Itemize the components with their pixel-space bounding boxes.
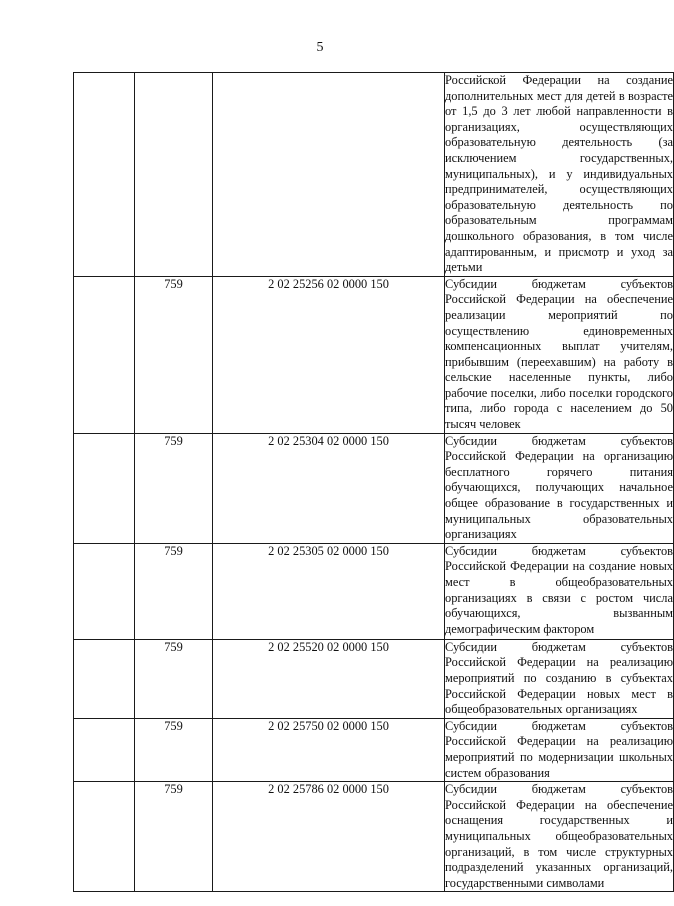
kbk-code-cell: 2 02 25786 02 0000 150 (213, 782, 445, 892)
admin-code-cell: 759 (135, 276, 213, 433)
kbk-code-cell: 2 02 25256 02 0000 150 (213, 276, 445, 433)
description-cell: Российской Федерации на создание дополнительных мест для детей в возрасте от 1,5 до 3 лет любой направленности в организациях, осуществляющих образовательную деятельность (за исключением государственных, муниципальных), и у индивидуальных предпринимателей, осуществляющих образовательную деятельность по образовательным программам дошкольного образования, в том числе адаптированным, и присмотр и уход за детьми (445, 73, 674, 277)
table-row (74, 782, 674, 892)
empty-cell (74, 718, 135, 781)
description-cell: Субсидии бюджетам субъектов Российской Федерации на реализацию мероприятий по модернизации школьных систем образования (445, 718, 674, 781)
kbk-code-cell: 2 02 25305 02 0000 150 (213, 543, 445, 639)
empty-cell (74, 782, 135, 892)
description-cell: Субсидии бюджетам субъектов Российской Федерации на создание новых мест в общеобразовательных организациях в связи с ростом числа обучающихся, вызванным демографическим фактором (445, 543, 674, 639)
admin-code-cell: 759 (135, 718, 213, 781)
table-row (74, 73, 674, 277)
empty-cell (74, 639, 135, 718)
budget-classification-table (73, 72, 674, 892)
admin-code-cell: 759 (135, 782, 213, 892)
description-cell: Субсидии бюджетам субъектов Российской Федерации на обеспечение оснащения государственных и муниципальных общеобразовательных организаций, в том числе структурных подразделений указанных организаций, государственными символами (445, 782, 674, 892)
description-cell: Субсидии бюджетам субъектов Российской Федерации на обеспечение реализации мероприятий по осуществлению единовременных компенсационных выплат учителям, прибывшим (переехавшим) на работу в сельские населенные пункты, либо рабочие поселки, либо поселки городского типа, либо города с населением до 50 тысяч человек (445, 276, 674, 433)
table-row (74, 433, 674, 543)
kbk-code-cell: 2 02 25520 02 0000 150 (213, 639, 445, 718)
description-cell: Субсидии бюджетам субъектов Российской Федерации на организацию бесплатного горячего питания обучающихся, получающих начальное общее образование в государственных и муниципальных образовательных организациях (445, 433, 674, 543)
kbk-code-cell: 2 02 25304 02 0000 150 (213, 433, 445, 543)
admin-code-cell: 759 (135, 639, 213, 718)
admin-code-cell (135, 73, 213, 277)
table-row (74, 639, 674, 718)
kbk-code-cell (213, 73, 445, 277)
description-cell: Субсидии бюджетам субъектов Российской Федерации на реализацию мероприятий по созданию в субъектах Российской Федерации новых мест в общеобразовательных организациях (445, 639, 674, 718)
admin-code-cell: 759 (135, 543, 213, 639)
empty-cell (74, 543, 135, 639)
table-row (74, 543, 674, 639)
empty-cell (74, 433, 135, 543)
table-row (74, 276, 674, 433)
table-row (74, 718, 674, 781)
empty-cell (74, 73, 135, 277)
empty-cell (74, 276, 135, 433)
kbk-code-cell: 2 02 25750 02 0000 150 (213, 718, 445, 781)
admin-code-cell: 759 (135, 433, 213, 543)
page-number: 5 (316, 40, 324, 55)
